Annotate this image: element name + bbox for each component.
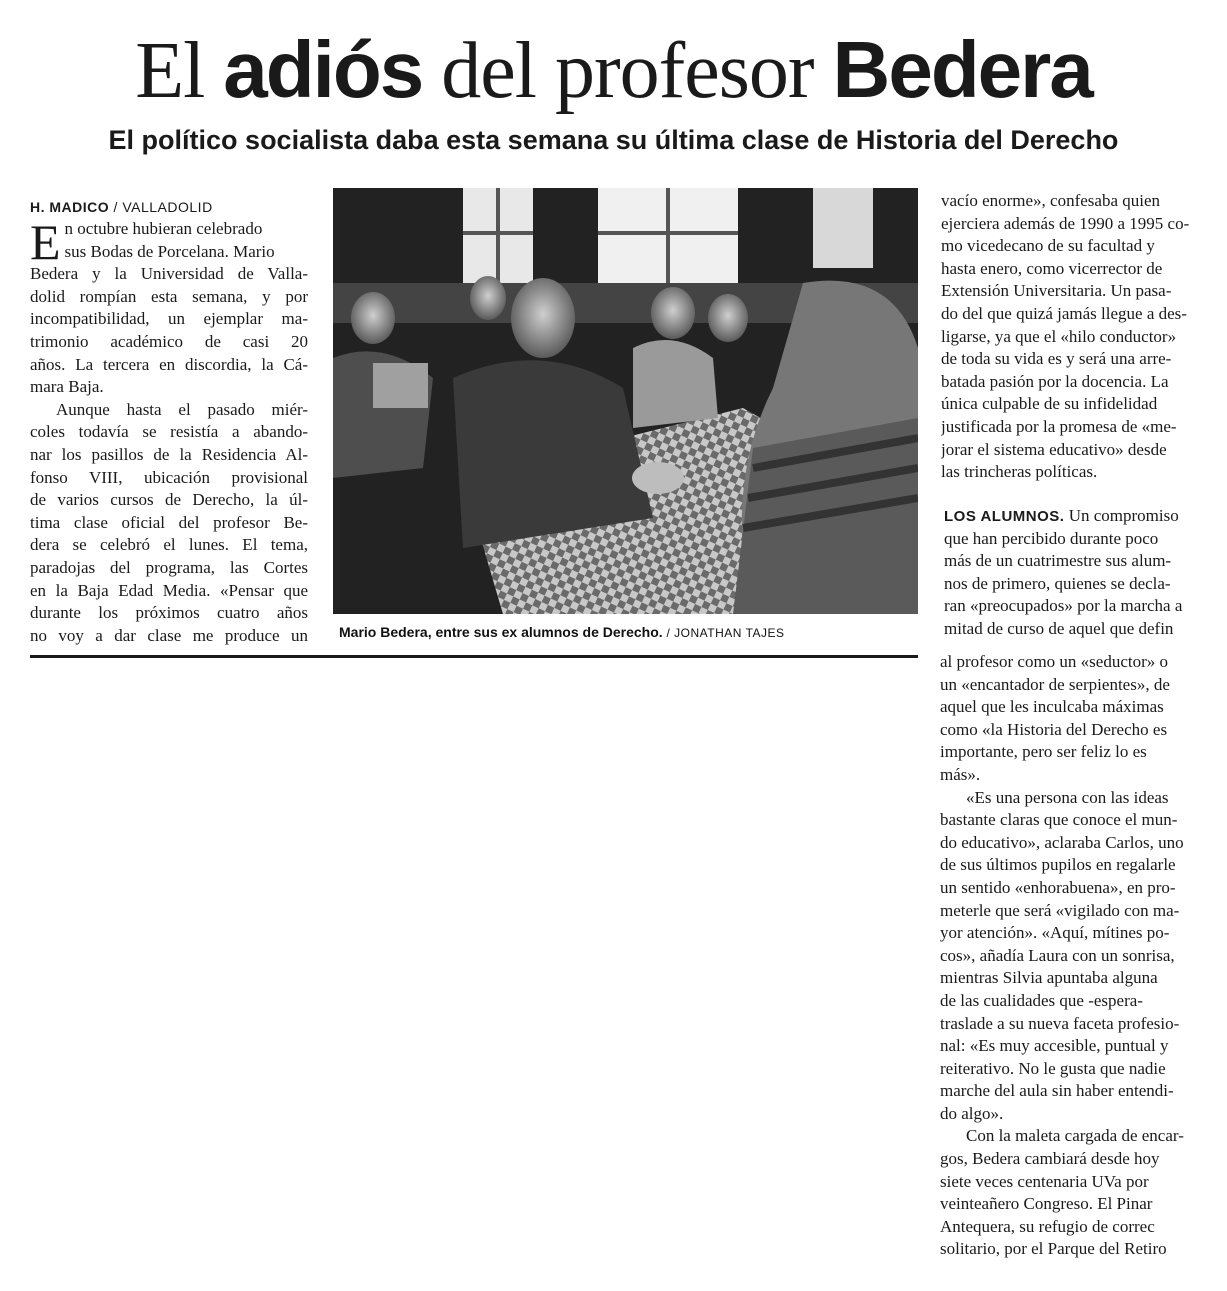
text-line: mientras Silvia apuntaba alguna (940, 968, 1158, 988)
text-line: nos de primero, quienes se decla- (944, 573, 1171, 593)
photo-credit: / JONATHAN TAJES (662, 626, 785, 640)
text-line: de toda su vida es y será una arre- (941, 349, 1172, 369)
text-line: que han percibido durante poco (944, 528, 1159, 548)
text-line: bastante claras que conoce el mun- (940, 810, 1178, 830)
headline-part-3: del profesor (422, 27, 833, 115)
byline (30, 196, 308, 218)
text-line: hasta enero, como vicerrector de (941, 258, 1163, 278)
byline-separator: / (109, 199, 123, 215)
text-line: do educativo», aclaraba Carlos, uno (940, 832, 1184, 852)
text-line: n octubre hubieran celebrado (64, 219, 263, 238)
text-line: un sentido «enhorabuena», en pro- (940, 877, 1176, 897)
article-photo (333, 188, 918, 614)
text-line: do del que quizá jamás llegue a des- (941, 303, 1187, 323)
text-line: ligarse, ya que el «hilo conductor» (941, 326, 1177, 346)
text-line: aquel que les inculcaba máximas (940, 697, 1164, 717)
subtitle: El político socialista daba esta semana su última clase de Historia del Derecho (108, 125, 1119, 155)
text-line (944, 505, 1227, 528)
text-line: ran «preocupados» por la marcha a (944, 596, 1183, 616)
headline (0, 22, 1227, 119)
text-line: jorar el sistema educativo» desde (941, 439, 1167, 459)
text-line: mo vicedecano de su facultad y (941, 236, 1155, 256)
section-first-line: Un compromiso (1064, 506, 1179, 525)
text-line: en la Baja Edad Media. «Pensar que (30, 580, 308, 600)
text-line: meterle que será «vigilado con ma- (940, 900, 1180, 920)
text-line: Con la maleta cargada de encar- (966, 1126, 1184, 1146)
column-1-body (30, 214, 308, 647)
text-line: de sus últimos pupilos en regalarle (940, 855, 1176, 875)
text-line: las trincheras políticas. (941, 462, 1098, 482)
text-line: vacío enorme», confesaba quien (941, 191, 1161, 210)
text-line: fonso VIII, ubicación provisional (30, 467, 308, 487)
text-line: paradojas del programa, las Cortes (30, 557, 308, 577)
headline-part-2: adiós (223, 25, 423, 114)
text-line: única culpable de su infidelidad (941, 394, 1158, 414)
text-line: coles todavía se resistía a abando- (30, 422, 308, 442)
text-line: nar los pasillos de la Residencia Al- (30, 444, 308, 464)
text-line: durante los próximos cuatro años (30, 603, 308, 623)
text-line: traslade a su nueva faceta profesio- (940, 1013, 1180, 1033)
text-line: más». (940, 764, 981, 784)
text-line: veinteañero Congreso. El Pinar (940, 1194, 1153, 1214)
text-line: Aunque hasta el pasado miér- (56, 399, 308, 419)
horizontal-rule (30, 655, 918, 658)
text-line: marche del aula sin haber entendi- (940, 1081, 1174, 1101)
section-heading: LOS ALUMNOS. (944, 508, 1065, 525)
text-line: años. La tercera en discordia, la Cá- (30, 354, 308, 374)
text-line: de las cualidades que -espera- (940, 990, 1143, 1010)
byline-location: VALLADOLID (122, 199, 213, 215)
text-line: de varios cursos de Derecho, la úl- (30, 490, 308, 510)
byline-author: H. MADICO (30, 199, 110, 215)
text-line: dera se celebró el lunes. El tema, (30, 535, 308, 555)
text-line: más de un cuatrimestre sus alum- (944, 551, 1172, 571)
text-line: cos», añadía Laura con un sonrisa, (940, 945, 1175, 965)
text-line: ejerciera además de 1990 a 1995 co- (941, 213, 1190, 233)
text-line: yor atención». «Aquí, mítines po- (940, 923, 1170, 943)
text-line: un «encantador de serpientes», de (940, 674, 1170, 694)
text-line: batada pasión por la docencia. La (941, 371, 1169, 391)
text-line: dolid rompían esta semana, y por (30, 286, 308, 306)
text-line: incompatibilidad, un ejemplar ma- (30, 309, 308, 329)
text-line: «Es una persona con las ideas (966, 787, 1169, 807)
text-line: do algo». (940, 1103, 1004, 1123)
column-3-section (944, 505, 1227, 641)
text-line: como «la Historia del Derecho es (940, 719, 1168, 739)
text-line: siete veces centenaria UVa por (940, 1171, 1149, 1191)
caption-text: Mario Bedera, entre sus ex alumnos de Derecho. (339, 624, 663, 640)
text-line: solitario, por el Parque del Retiro (940, 1239, 1167, 1259)
text-line: mara Baja. (30, 377, 104, 397)
text-line: mitad de curso de aquel que defin (944, 618, 1174, 638)
column-3-top (941, 190, 1227, 484)
text-line: tima clase oficial del profesor Be- (30, 512, 308, 532)
text-line: al profesor como un «seductor» o (940, 652, 1169, 671)
text-line: trimonio académico de casi 20 (30, 331, 308, 351)
text-line: Bedera y la Universidad de Valla- (30, 264, 308, 284)
text-line: gos, Bedera cambiará desde hoy (940, 1149, 1160, 1169)
text-line: sus Bodas de Porcelana. Mario (64, 241, 275, 261)
text-line: no voy a dar clase me produce un (30, 625, 308, 645)
column-1 (30, 196, 308, 647)
headline-part-4: Bedera (832, 25, 1092, 114)
photo-caption (339, 620, 785, 645)
text-line: reiterativo. No le gusta que nadie (940, 1058, 1166, 1078)
drop-cap: E (30, 214, 61, 270)
text-line: Antequera, su refugio de correc (940, 1216, 1155, 1236)
text-line: Extensión Universitaria. Un pasa- (941, 281, 1172, 301)
text-line: nal: «Es muy accesible, puntual y (940, 1036, 1169, 1056)
photo-illustration (333, 188, 918, 614)
text-line: importante, pero ser feliz lo es (940, 742, 1147, 762)
column-3-bottom (940, 651, 1227, 1261)
headline-part-1: El (135, 27, 224, 115)
text-line: justificada por la promesa de «me- (941, 416, 1177, 436)
